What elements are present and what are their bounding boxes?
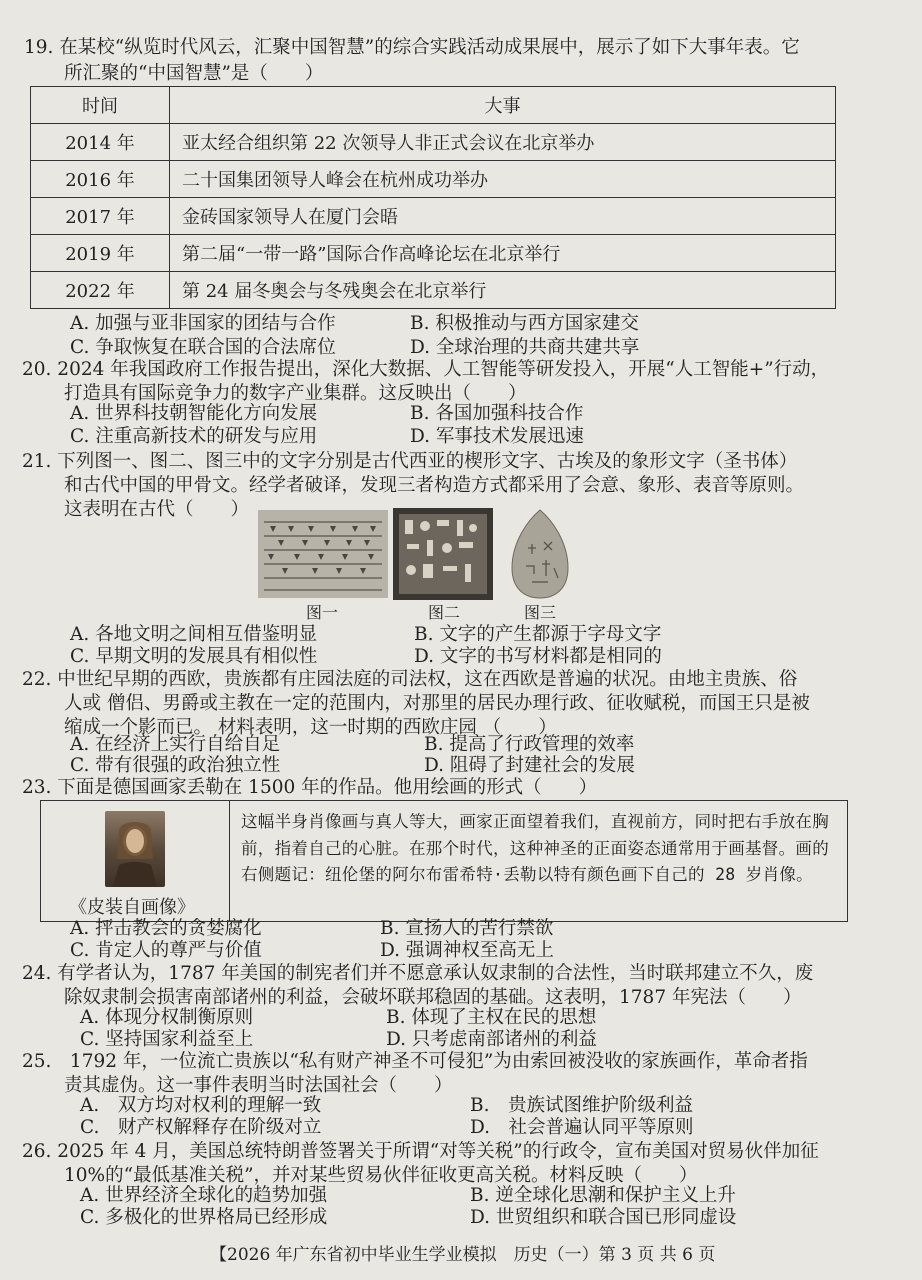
q25-option-b: B. 贵族试图维护阶级利益 <box>470 1095 693 1116</box>
figure-caption-1: 图一 <box>306 603 339 622</box>
durer-self-portrait-image <box>105 811 165 887</box>
q25-option-a: A. 双方均对权利的理解一致 <box>80 1095 322 1116</box>
q24-stem-line1: 24. 有学者认为，1787 年美国的制宪者们并不愿意承认奴隶制的合法性，当时联邦建立不久，废 <box>22 963 814 984</box>
q26-option-c: C. 多极化的世界格局已经形成 <box>80 1207 328 1228</box>
q25-option-c: C. 财产权解释存在阶级对立 <box>80 1117 322 1138</box>
q20-option-a: A. 世界科技朝智能化方向发展 <box>70 403 318 424</box>
q26-option-d: D. 世贸组织和联合国已形同虚设 <box>470 1207 737 1228</box>
q19-option-a: A. 加强与亚非国家的团结与合作 <box>70 313 336 334</box>
table-row <box>31 124 836 161</box>
q25-option-d: D. 社会普遍认同平等原则 <box>470 1117 694 1138</box>
q24-option-a: A. 体现分权制衡原则 <box>80 1007 254 1028</box>
q26-stem-line1: 26. 2025 年 4 月，美国总统特朗普签署关于所谓“对等关税”的行政令，宣布美国对贸易伙伴加征 <box>22 1141 819 1162</box>
q26-option-a: A. 世界经济全球化的趋势加强 <box>80 1185 328 1206</box>
figure-caption-3: 图三 <box>524 603 557 622</box>
q24-stem-line2: 除奴隶制会损害南部诸州的利益，会破坏联邦稳固的基础。这表明，1787 年宪法（ ） <box>64 987 802 1008</box>
q21-option-a: A. 各地文明之间相互借鉴明显 <box>70 624 318 645</box>
q19-option-c: C. 争取恢复在联合国的合法席位 <box>70 337 336 358</box>
table-row <box>31 161 836 198</box>
q20-stem-line2: 打造具有国际竞争力的数字产业集群。这反映出（ ） <box>64 383 527 404</box>
q19-stem-line2: 所汇聚的“中国智慧”是（ ） <box>64 63 324 84</box>
row-year: 2019 年 <box>31 235 170 272</box>
q19-stem-line1: 19. 在某校“纵览时代风云，汇聚中国智慧”的综合实践活动成果展中，展示了如下大事年表。它 <box>24 37 800 58</box>
q21-option-c: C. 早期文明的发展具有相似性 <box>70 646 318 667</box>
cuneiform-tablet-image <box>258 510 388 602</box>
q21-option-d: D. 文字的书写材料都是相同的 <box>414 646 662 667</box>
q21-stem-line1: 21. 下列图一、图二、图三中的文字分别是古代西亚的楔形文字、古埃及的象形文字（圣书体） <box>22 451 798 472</box>
row-event: 第二届“一带一路”国际合作高峰论坛在北京举行 <box>170 235 836 272</box>
q22-stem-line2: 人或 僧侣、男爵或主教在一定的范围内，对那里的居民办理行政、征收赋税，而国王只是被 <box>64 693 810 714</box>
box-divider <box>229 801 230 921</box>
q20-option-b: B. 各国加强科技合作 <box>410 403 584 424</box>
event-timeline-table <box>30 86 836 309</box>
q22-option-d: D. 阻碍了封建社会的发展 <box>424 755 635 776</box>
q24-option-c: C. 坚持国家利益至上 <box>80 1029 254 1050</box>
q20-option-d: D. 军事技术发展迅速 <box>410 426 584 447</box>
row-event: 亚太经合组织第 22 次领导人非正式会议在北京举办 <box>170 124 836 161</box>
q23-stem-line1: 23. 下面是德国画家丢勒在 1500 年的作品。他用绘画的形式（ ） <box>22 777 598 798</box>
q22-option-a: A. 在经济上实行自给自足 <box>70 734 281 755</box>
q23-option-b: B. 宣扬人的苦行禁欲 <box>380 918 554 939</box>
header-event: 大事 <box>170 87 836 124</box>
hieroglyph-image <box>393 508 493 604</box>
figure-caption-2: 图二 <box>428 603 461 622</box>
table-header-row <box>31 87 836 124</box>
q23-option-a: A. 抨击教会的贪婪腐化 <box>70 918 262 939</box>
row-event: 金砖国家领导人在厦门会晤 <box>170 198 836 235</box>
page-footer: 【2026 年广东省初中毕业生学业模拟 历史（一）第 3 页 共 6 页 <box>210 1245 716 1265</box>
q24-option-b: B. 体现了主权在民的思想 <box>386 1007 597 1028</box>
painting-material-box <box>40 800 848 922</box>
q19-option-b: B. 积极推动与西方国家建交 <box>410 313 639 334</box>
q21-option-b: B. 文字的产生都源于字母文字 <box>414 624 662 645</box>
q22-stem-line3: 缩成一个影而已。 材料表明，这一时期的西欧庄园 （ ） <box>64 717 557 738</box>
q22-option-b: B. 提高了行政管理的效率 <box>424 734 635 755</box>
q26-stem-line2: 10%的“最低基准关税”，并对某些贸易伙伴征收更高关税。材料反映（ ） <box>64 1165 698 1186</box>
painting-description: 这幅半身肖像画与真人等大，画家正面望着我们，直视前方，同时把右手放在胸前，指着自己的心脏。在那个时代，这种神圣的正面姿态通常用于画基督。画的右侧题记：纽伦堡的阿尔布雷希特·丢勒以特有颜色画下自己的 28 岁肖像。 <box>241 812 829 884</box>
table-row <box>31 272 836 309</box>
q20-stem-line1: 20. 2024 年我国政府工作报告提出，深化大数据、人工智能等研发投入，开展“人工智能+”行动， <box>22 359 830 380</box>
q23-option-c: C. 肯定人的尊严与价值 <box>70 940 262 961</box>
q23-option-d: D. 强调神权至高无上 <box>380 940 554 961</box>
q20-option-c: C. 注重高新技术的研发与应用 <box>70 426 318 447</box>
q26-option-b: B. 逆全球化思潮和保护主义上升 <box>470 1185 736 1206</box>
row-year: 2022 年 <box>31 272 170 309</box>
q22-stem-line1: 22. 中世纪早期的西欧，贵族都有庄园法庭的司法权，这在西欧是普遍的状况。由地主贵族、俗 <box>22 669 798 690</box>
q25-stem-line2: 责其虚伪。这一事件表明当时法国社会（ ） <box>64 1075 453 1096</box>
row-event: 二十国集团领导人峰会在杭州成功举办 <box>170 161 836 198</box>
oracle-bone-image <box>508 508 572 604</box>
table-row <box>31 198 836 235</box>
q21-stem-line3: 这表明在古代（ ） <box>64 499 250 520</box>
row-event: 第 24 届冬奥会与冬残奥会在北京举行 <box>170 272 836 309</box>
row-year: 2017 年 <box>31 198 170 235</box>
q22-option-c: C. 带有很强的政治独立性 <box>70 755 281 776</box>
q24-option-d: D. 只考虑南部诸州的利益 <box>386 1029 597 1050</box>
q25-stem-line1: 25. 1792 年，一位流亡贵族以“私有财产神圣不可侵犯”为由索回被没收的家族画作，革命者指 <box>22 1051 808 1072</box>
row-year: 2016 年 <box>31 161 170 198</box>
q19-option-d: D. 全球治理的共商共建共享 <box>410 337 640 358</box>
table-row <box>31 235 836 272</box>
row-year: 2014 年 <box>31 124 170 161</box>
painting-caption: 《皮装自画像》 <box>69 897 195 918</box>
header-time: 时间 <box>31 87 170 124</box>
q21-stem-line2: 和古代中国的甲骨文。经学者破译，发现三者构造方式都采用了会意、象形、表音等原则。 <box>64 475 805 496</box>
